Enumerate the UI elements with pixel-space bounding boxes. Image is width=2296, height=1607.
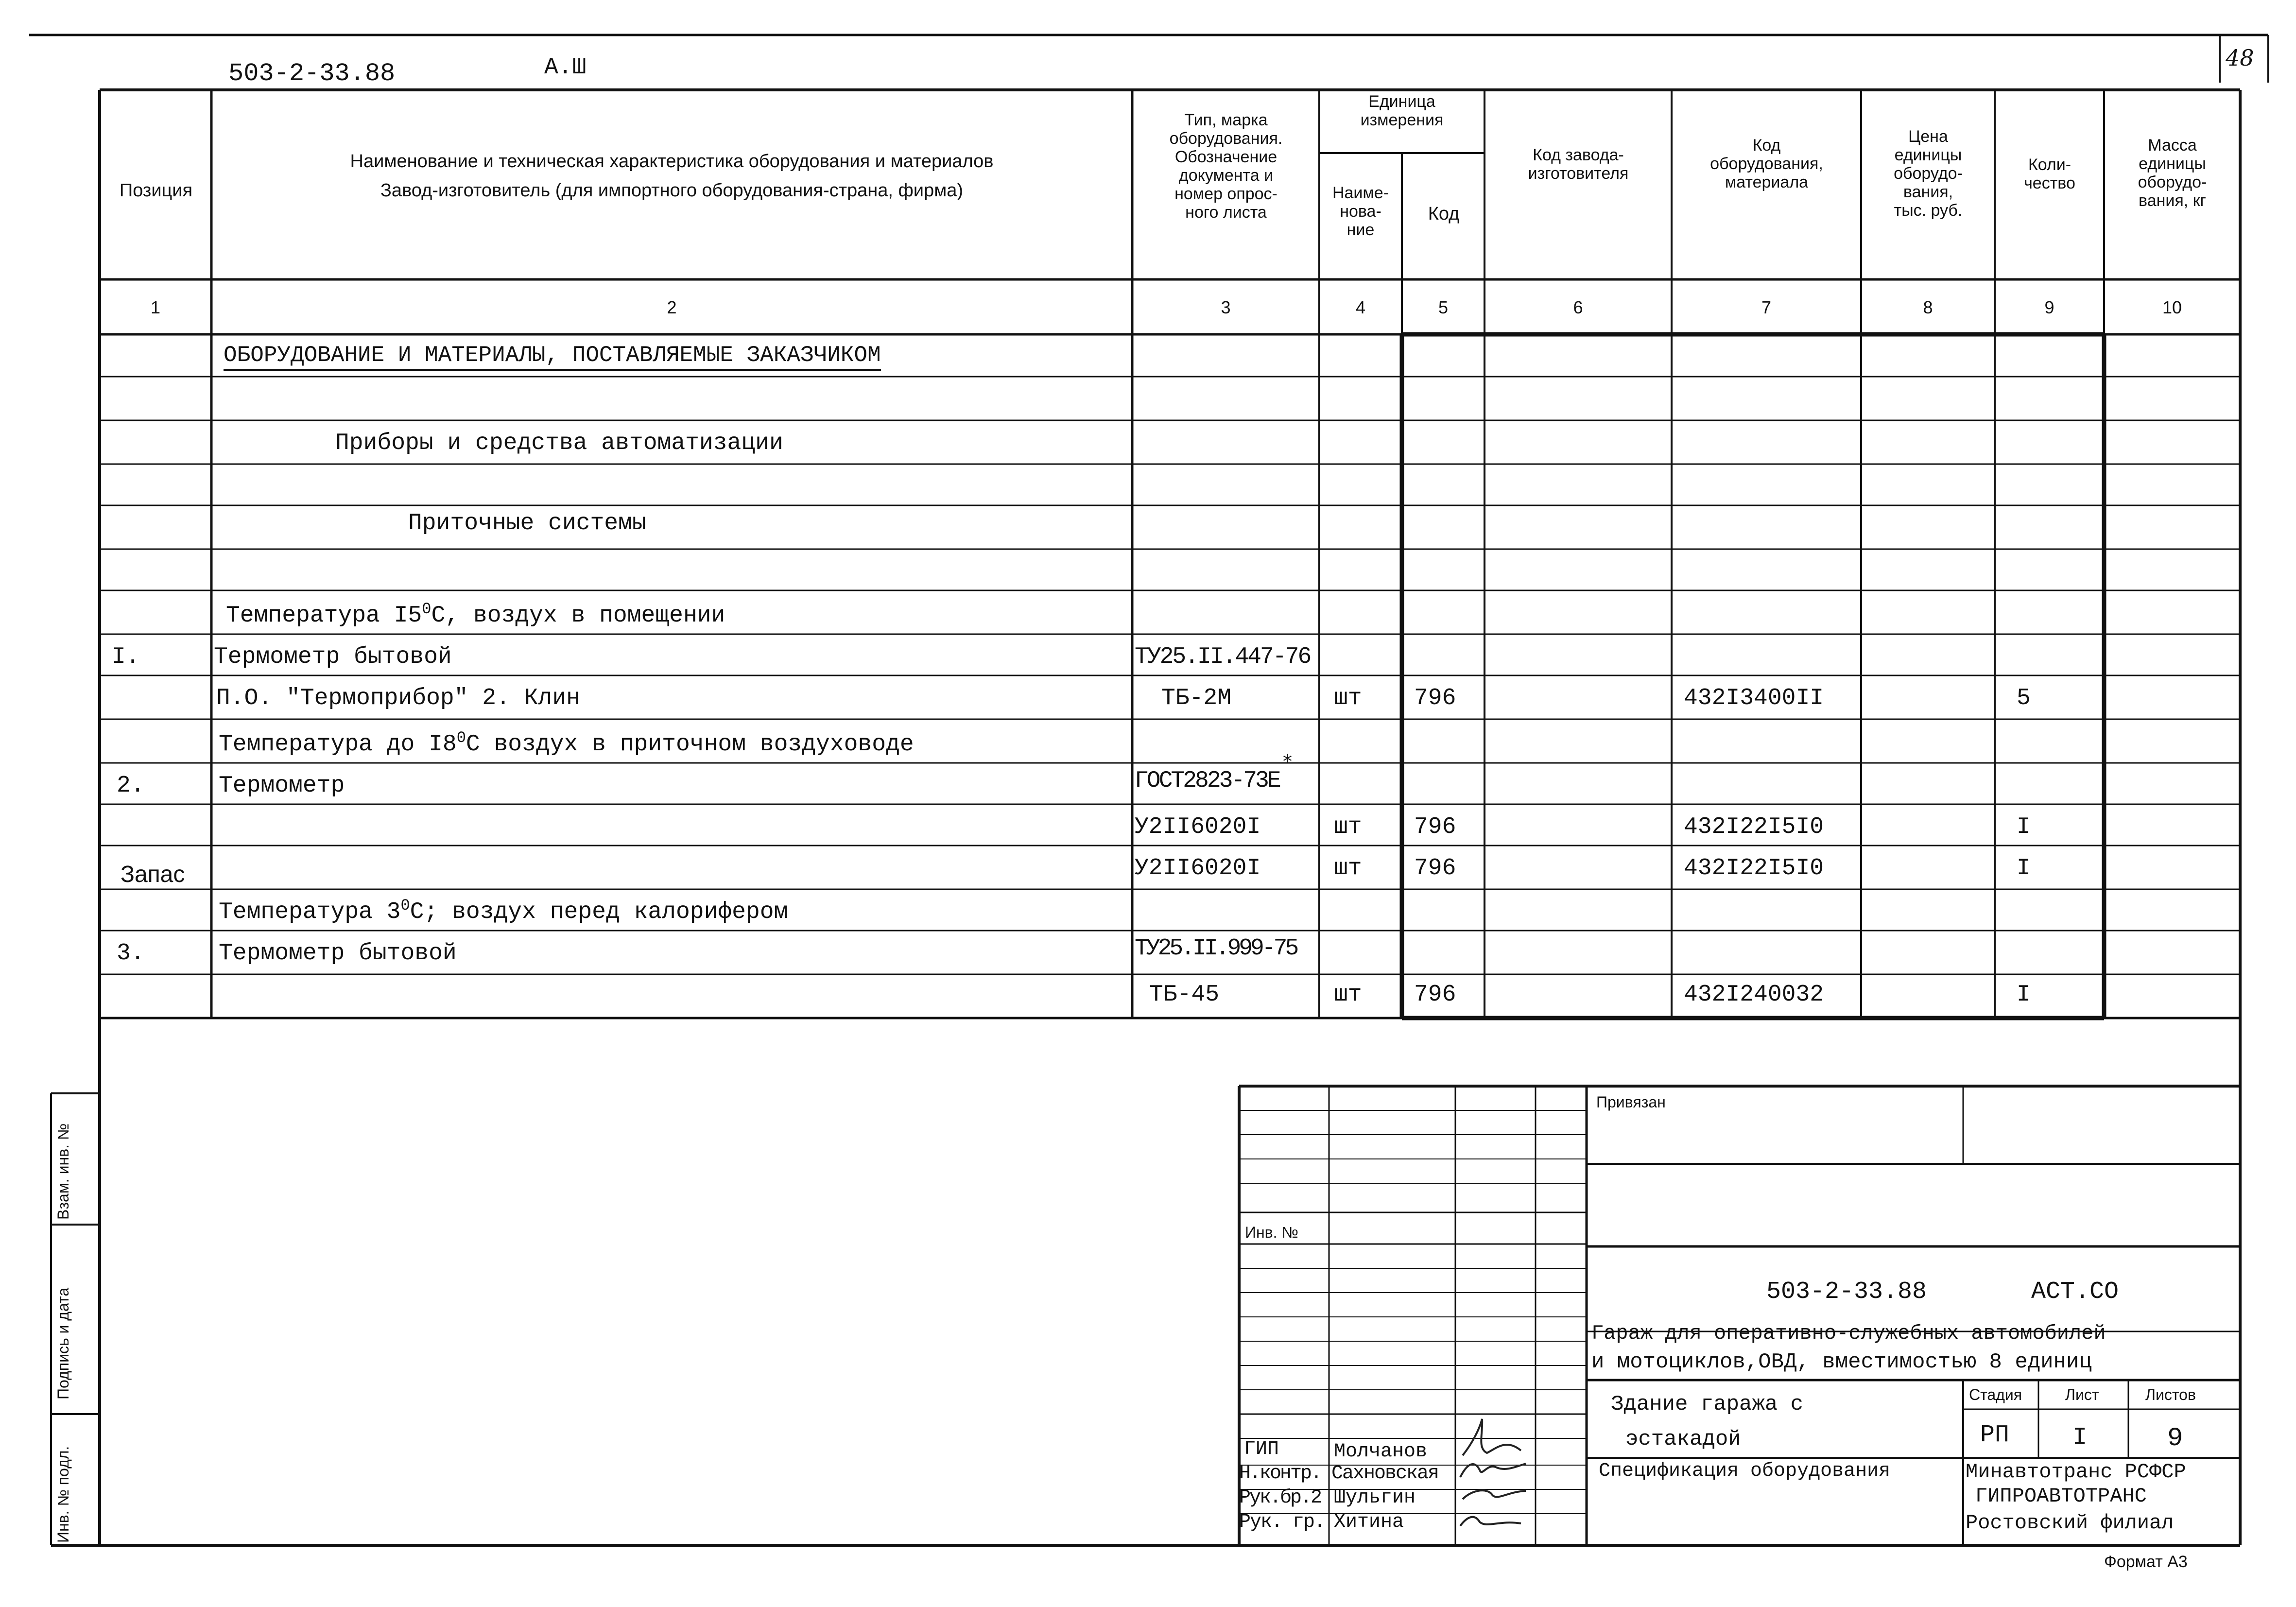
header-name-line1: Наименование и техническая характеристика оборудования и материалов: [350, 151, 994, 172]
row-equipment-code: 432I240032: [1684, 982, 1824, 1008]
header-price-line: единицы: [1894, 146, 1962, 165]
header-unit-name-line: нова-: [1340, 202, 1381, 221]
page-number: 48: [2226, 45, 2254, 71]
section-heading-text: ОБОРУДОВАНИЕ И МАТЕРИАЛЫ, ПОСТАВЛЯЕМЫЕ ЗАКАЗЧИКОМ: [224, 343, 881, 368]
row-text-sup: 0: [456, 729, 466, 747]
row-text: [219, 897, 788, 925]
subsection-heading: Приборы и средства автоматизации: [335, 430, 783, 456]
signatures: [1453, 1409, 1540, 1545]
sheets-label: Листов: [2145, 1386, 2196, 1403]
header-type-line: оборудования.: [1169, 129, 1283, 148]
header-type: [1134, 111, 1318, 222]
header-equip-line: материала: [1725, 173, 1809, 192]
title-doc-code: 503-2-33.88: [1766, 1278, 1927, 1306]
row-unit: шт: [1334, 855, 1362, 881]
row-quantity: I: [2017, 982, 2031, 1008]
column-number: 9: [2044, 297, 2054, 317]
header-type-line: номер опрос-: [1174, 185, 1277, 204]
signer-name: Молчанов: [1334, 1441, 1428, 1463]
column-number: 4: [1355, 297, 1366, 317]
system-heading: Приточные системы: [408, 510, 646, 536]
building-line1: Здание гаража с: [1611, 1392, 1804, 1417]
header-mass-line: вания, кг: [2139, 191, 2206, 210]
row-code: 796: [1414, 982, 1456, 1008]
building-line2: эстакадой: [1625, 1427, 1741, 1451]
signer-role: Н.контр.: [1239, 1463, 1321, 1485]
row-equipment-code: 432I22I5I0: [1684, 855, 1824, 881]
row-text-sup: 0: [422, 600, 432, 618]
row-unit: шт: [1334, 685, 1362, 711]
header-unit-name: [1320, 184, 1401, 239]
row-equipment-code: 432I22I5I0: [1684, 814, 1824, 840]
row-quantity: I: [2017, 855, 2031, 881]
header-type-line: документа и: [1178, 166, 1274, 185]
header-unit-line: измерения: [1360, 111, 1444, 130]
column-number: 1: [150, 297, 161, 317]
row-text: [226, 600, 725, 629]
sheet-value: I: [2072, 1424, 2088, 1451]
row-quantity: I: [2017, 814, 2031, 840]
side-sign-date: Подпись и дата: [54, 1287, 72, 1400]
column-number: 3: [1221, 297, 1231, 317]
header-type-line: ного листа: [1185, 203, 1267, 222]
row-text-part: Температура до I8: [219, 731, 457, 758]
row-text-part: С, воздух в помещении: [431, 603, 725, 629]
column-number: 5: [1438, 297, 1449, 317]
row-type: ТУ25.II.447-76: [1135, 644, 1311, 670]
header-price-line: тыс. руб.: [1894, 201, 1963, 220]
row-text-sup: 0: [400, 897, 410, 915]
header-price-line: Цена: [1908, 127, 1948, 146]
org-line1: Минавтотранс РСФСР: [1966, 1460, 2186, 1484]
header-mass-line: Масса: [2148, 136, 2197, 155]
header-factory-line: изготовителя: [1528, 164, 1629, 183]
header-factory-code: [1486, 146, 1671, 183]
inv-no-label: Инв. №: [1245, 1224, 1298, 1241]
row-name: Термометр бытовой: [219, 940, 457, 967]
row-code: 796: [1414, 855, 1456, 881]
header-factory-line: Код завода-: [1533, 146, 1624, 164]
header-mass-line: оборудо-: [2138, 173, 2207, 192]
org-line3: Ростовский филиал: [1966, 1511, 2174, 1535]
org-line2: ГИПРОАВТОТРАНС: [1975, 1485, 2147, 1508]
row-position: 2.: [117, 773, 145, 799]
side-inv-podl: Инв. № подл.: [54, 1446, 72, 1543]
header-unit-name-line: ние: [1347, 221, 1375, 240]
header-unit-line: Единица: [1368, 92, 1435, 111]
header-equipment-code: [1673, 136, 1860, 191]
header-equip-line: оборудования,: [1710, 155, 1823, 173]
row-type: ТБ-2М: [1161, 685, 1232, 711]
column-number: 10: [2162, 297, 2182, 317]
column-number: 7: [1761, 297, 1772, 317]
header-unit: [1321, 92, 1483, 129]
header-name-line2: Завод-изготовитель (для импортного оборудования-страна, фирма): [380, 180, 964, 201]
sheets-value: 9: [2167, 1424, 2183, 1453]
side-vzam-inv: Взам. инв. №: [54, 1123, 72, 1220]
header-qty-line: Коли-: [2028, 156, 2072, 174]
row-quantity: 5: [2017, 685, 2031, 711]
header-quantity: [1996, 156, 2103, 192]
header-qty-line: чество: [2024, 174, 2075, 193]
stage-value: РП: [1980, 1421, 2010, 1449]
header-type-line: Тип, марка: [1184, 111, 1268, 129]
row-type: У2II6020I: [1135, 855, 1261, 881]
album-code: А.Ш: [544, 54, 587, 81]
header-mass: [2106, 136, 2239, 210]
row-name: Термометр бытовой: [214, 644, 452, 670]
row-text-part: Температура 3: [219, 899, 401, 925]
row-type: ТУ25.II.999-75: [1135, 935, 1297, 962]
header-price-line: оборудо-: [1894, 164, 1963, 183]
row-type: У2II6020I: [1135, 814, 1261, 840]
row-type: ТБ-45: [1149, 982, 1220, 1008]
column-number: 6: [1573, 297, 1583, 317]
row-text-part: С; воздух перед калорифером: [410, 899, 788, 925]
row-code: 796: [1414, 814, 1456, 840]
row-code: 796: [1414, 685, 1456, 711]
row-text: [219, 729, 914, 758]
row-unit: шт: [1334, 982, 1362, 1008]
signer-role: ГИП: [1244, 1438, 1279, 1460]
signer-role: Рук.бр.2: [1239, 1487, 1321, 1509]
header-price-line: вания,: [1903, 183, 1953, 202]
row-type: ГОСТ2823-73Е: [1135, 768, 1279, 794]
spec-label: Спецификация оборудования: [1599, 1460, 1891, 1482]
title-line1: Гараж для оперативно-служебных автомобилей: [1591, 1322, 2106, 1345]
format-label: Формат А3: [2104, 1553, 2188, 1571]
header-unit-name-line: Наиме-: [1332, 184, 1389, 202]
title-mark: АСТ.СО: [2031, 1278, 2119, 1306]
title-line2: и мотоциклов,ОВД, вместимостью 8 единиц: [1591, 1350, 2092, 1374]
row-unit: шт: [1334, 814, 1362, 840]
header-type-line: Обозначение: [1174, 148, 1277, 167]
row-position: I.: [112, 644, 140, 670]
header-mass-line: единицы: [2139, 155, 2206, 173]
row-name: П.О. "Термоприбор" 2. Клин: [216, 685, 580, 711]
header-equip-line: Код: [1752, 136, 1781, 155]
header-unit-code: Код: [1428, 204, 1460, 224]
sheet-label: Лист: [2065, 1386, 2099, 1403]
header-position: Позиция: [119, 180, 193, 201]
signer-name: Сахновская: [1331, 1463, 1439, 1485]
header-price: [1863, 127, 1994, 220]
column-number: 8: [1923, 297, 1933, 317]
stage-label: Стадия: [1969, 1386, 2022, 1403]
signer-name: Хитина: [1334, 1511, 1404, 1533]
column-number: 2: [667, 297, 677, 317]
row-equipment-code: 432I3400II: [1684, 685, 1824, 711]
row-text-part: С воздух в приточном воздуховоде: [466, 731, 914, 758]
doc-code-top: 503-2-33.88: [228, 59, 396, 88]
row-position: 3.: [117, 940, 145, 967]
row-type-mark: *: [1283, 751, 1292, 772]
signer-role: Рук. гр.: [1239, 1511, 1325, 1533]
row-text-part: Температура I5: [226, 603, 422, 629]
row-position: Запас: [121, 862, 185, 887]
section-heading: [224, 343, 881, 371]
signer-name: Шульгин: [1334, 1487, 1416, 1509]
row-name: Термометр: [219, 773, 345, 799]
privyazan-label: Привязан: [1596, 1093, 1666, 1111]
